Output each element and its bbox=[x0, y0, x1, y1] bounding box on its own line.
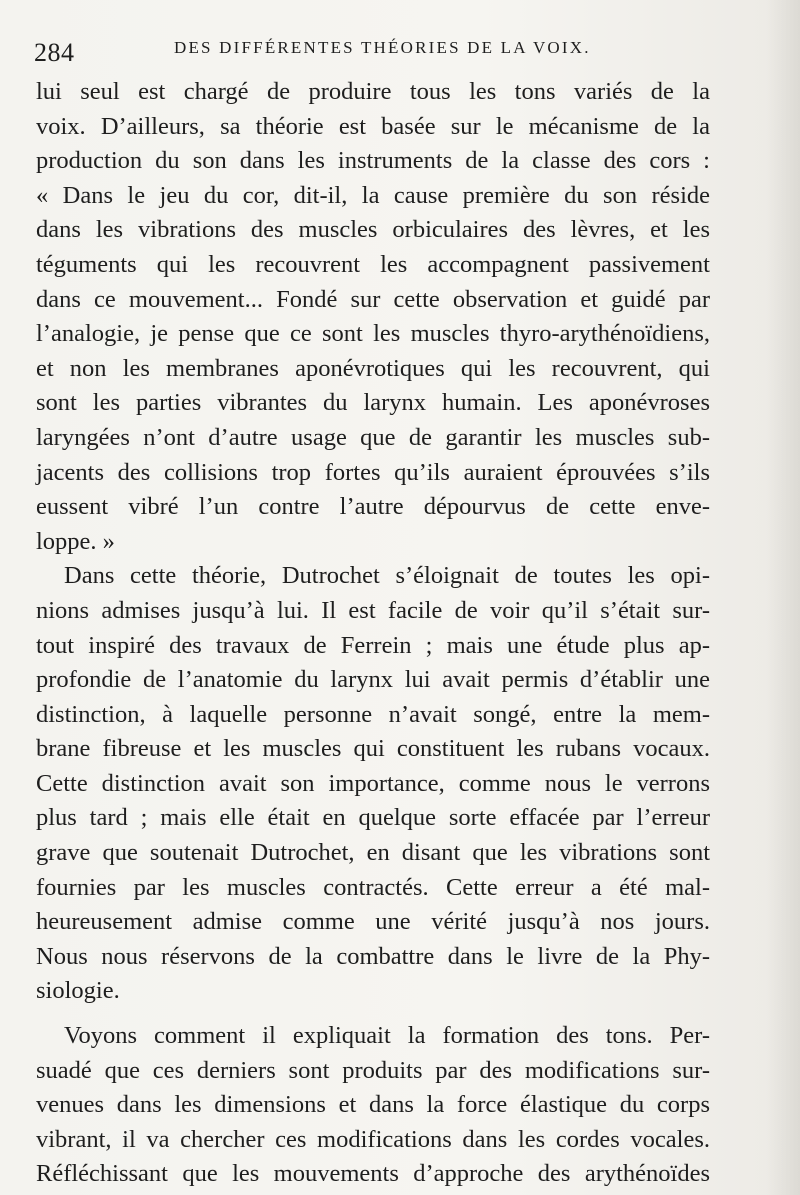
text-line: siologie. bbox=[36, 977, 120, 1005]
text-line: vibrant, il va chercher ces modifications dans les cordes vocales. bbox=[36, 1125, 710, 1153]
text-line: voix. D’ailleurs, sa théorie est basée sur le mécanisme de la bbox=[36, 112, 710, 140]
text-line: jacents des collisions trop fortes qu’ils auraient éprouvées s’ils bbox=[36, 458, 710, 486]
page-number: 284 bbox=[34, 38, 75, 67]
paragraph-gap bbox=[36, 1009, 710, 1019]
text-line: plus tard ; mais elle était en quelque sorte effacée par l’erreur bbox=[36, 804, 710, 832]
text-line: fournies par les muscles contractés. Cette erreur a été mal- bbox=[36, 873, 710, 901]
page-header bbox=[34, 30, 734, 70]
text-line: dans les vibrations des muscles orbiculaires des lèvres, et les bbox=[36, 216, 710, 244]
running-head: DES DIFFÉRENTES THÉORIES DE LA VOIX. bbox=[174, 38, 591, 57]
text-line: Réfléchissant que les mouvements d’approche des arythénoïdes bbox=[36, 1160, 710, 1188]
text-line: lui seul est chargé de produire tous les tons variés de la bbox=[36, 78, 710, 105]
paragraph-first-line: Dans cette théorie, Dutrochet s’éloignait de toutes les opi- bbox=[64, 562, 710, 590]
text-line: laryngées n’ont d’autre usage que de garantir les muscles sub- bbox=[36, 423, 710, 451]
text-line: loppe. » bbox=[36, 527, 115, 555]
page-edge-shadow bbox=[766, 0, 800, 1195]
text-line: l’analogie, je pense que ce sont les muscles thyro-arythénoïdiens, bbox=[36, 320, 710, 348]
text-line: profondie de l’anatomie du larynx lui avait permis d’établir une bbox=[36, 666, 710, 694]
text-line: « Dans le jeu du cor, dit-il, la cause première du son réside bbox=[36, 181, 710, 209]
text-line: venues dans les dimensions et dans la force élastique du corps bbox=[36, 1091, 710, 1119]
text-line: production du son dans les instruments de la classe des cors : bbox=[36, 147, 710, 175]
text-line: sont les parties vibrantes du larynx humain. Les aponévroses bbox=[36, 389, 710, 417]
text-line: dans ce mouvement... Fondé sur cette observation et guidé par bbox=[36, 285, 710, 313]
text-line: téguments qui les recouvrent les accompagnent passivement bbox=[36, 250, 710, 278]
text-line: nions admises jusqu’à lui. Il est facile de voir qu’il s’était sur- bbox=[36, 596, 710, 624]
text-line: et non les membranes aponévrotiques qui les recouvrent, qui bbox=[36, 354, 710, 382]
body-text bbox=[36, 75, 710, 1192]
text-line: heureusement admise comme une vérité jusqu’à nos jours. bbox=[36, 908, 710, 936]
paragraph-first-line: Voyons comment il expliquait la formation des tons. Per- bbox=[64, 1022, 710, 1050]
text-line: brane fibreuse et les muscles qui constituent les rubans vocaux. bbox=[36, 735, 710, 763]
text-line: tout inspiré des travaux de Ferrein ; mais une étude plus ap- bbox=[36, 631, 710, 659]
text-line: distinction, à laquelle personne n’avait songé, entre la mem- bbox=[36, 700, 710, 728]
text-line: suadé que ces derniers sont produits par des modifications sur- bbox=[36, 1056, 710, 1084]
text-line: eussent vibré l’un contre l’autre dépourvus de cette enve- bbox=[36, 493, 710, 521]
text-line: Nous nous réservons de la combattre dans le livre de la Phy- bbox=[36, 942, 710, 970]
text-line: grave que soutenait Dutrochet, en disant que les vibrations sont bbox=[36, 839, 710, 867]
text-line: Cette distinction avait son importance, comme nous le verrons bbox=[36, 769, 710, 797]
